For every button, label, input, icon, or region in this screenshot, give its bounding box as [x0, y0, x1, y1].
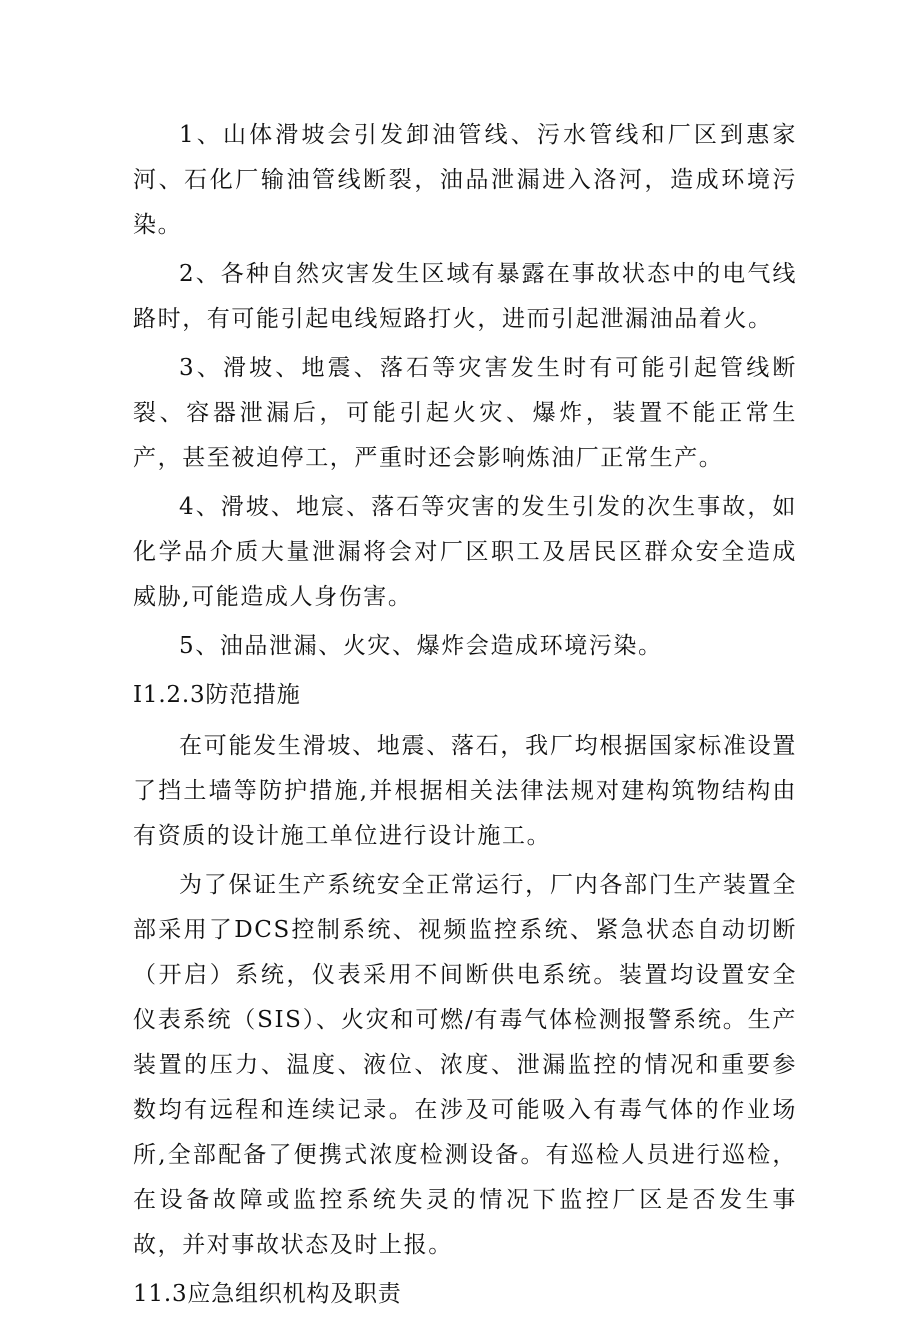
paragraph-secondary-accident: 4、滑坡、地宸、落石等灾害的发生引发的次生事故，如化学品介质大量泄漏将会对厂区职工及居民区群众安全造成威胁,可能造成人身伤害。 [133, 494, 797, 610]
paragraph-landslide-pipeline: 1、山体滑坡会引发卸油管线、污水管线和厂区到惠家河、石化厂输油管线断裂，油品泄漏进入洛河，造成环境污染。 [133, 122, 797, 238]
paragraph-electrical-short: 2、各种自然灾害发生区域有暴露在事故状态中的电气线路时，有可能引起电线短路打火，进而引起泄漏油品着火。 [133, 261, 797, 332]
section-heading-organization: 11.3应急组织机构及职责 [133, 1281, 402, 1307]
section-heading-prevention: I1.2.3防范措施 [133, 682, 301, 708]
paragraph-control-systems: 为了保证生产系统安全正常运行，厂内各部门生产装置全部采用了DCS控制系统、视频监控系统、紧急状态自动切断（开启）系统，仪表采用不间断供电系统。装置均设置安全仪表系统（SIS）、火灾和可燃/有毒气体检测报警系统。生产装置的压力、温度、液位、浓度、泄漏监控的情况和重要参数均有远程和连续记录。在涉及可能吸入有毒气体的作业场所,全部配备了便携式浓度检测设备。有巡检人员进行巡检，在设备故障或监控系统失灵的情况下监控厂区是否发生事故，并对事故状态及时上报。 [133, 872, 797, 1258]
document-body [133, 113, 797, 1323]
paragraph-retaining-wall: 在可能发生滑坡、地震、落石，我厂均根据国家标准设置了挡土墙等防护措施,并根据相关法律法规对建构筑物结构由有资质的设计施工单位进行设计施工。 [133, 733, 797, 849]
paragraph-fire-explosion: 3、滑坡、地震、落石等灾害发生时有可能引起管线断裂、容器泄漏后，可能引起火灾、爆炸，装置不能正常生产，甚至被迫停工，严重时还会影响炼油厂正常生产。 [133, 355, 797, 471]
paragraph-environmental-pollution: 5、油品泄漏、火灾、爆炸会造成环境污染。 [179, 633, 663, 659]
